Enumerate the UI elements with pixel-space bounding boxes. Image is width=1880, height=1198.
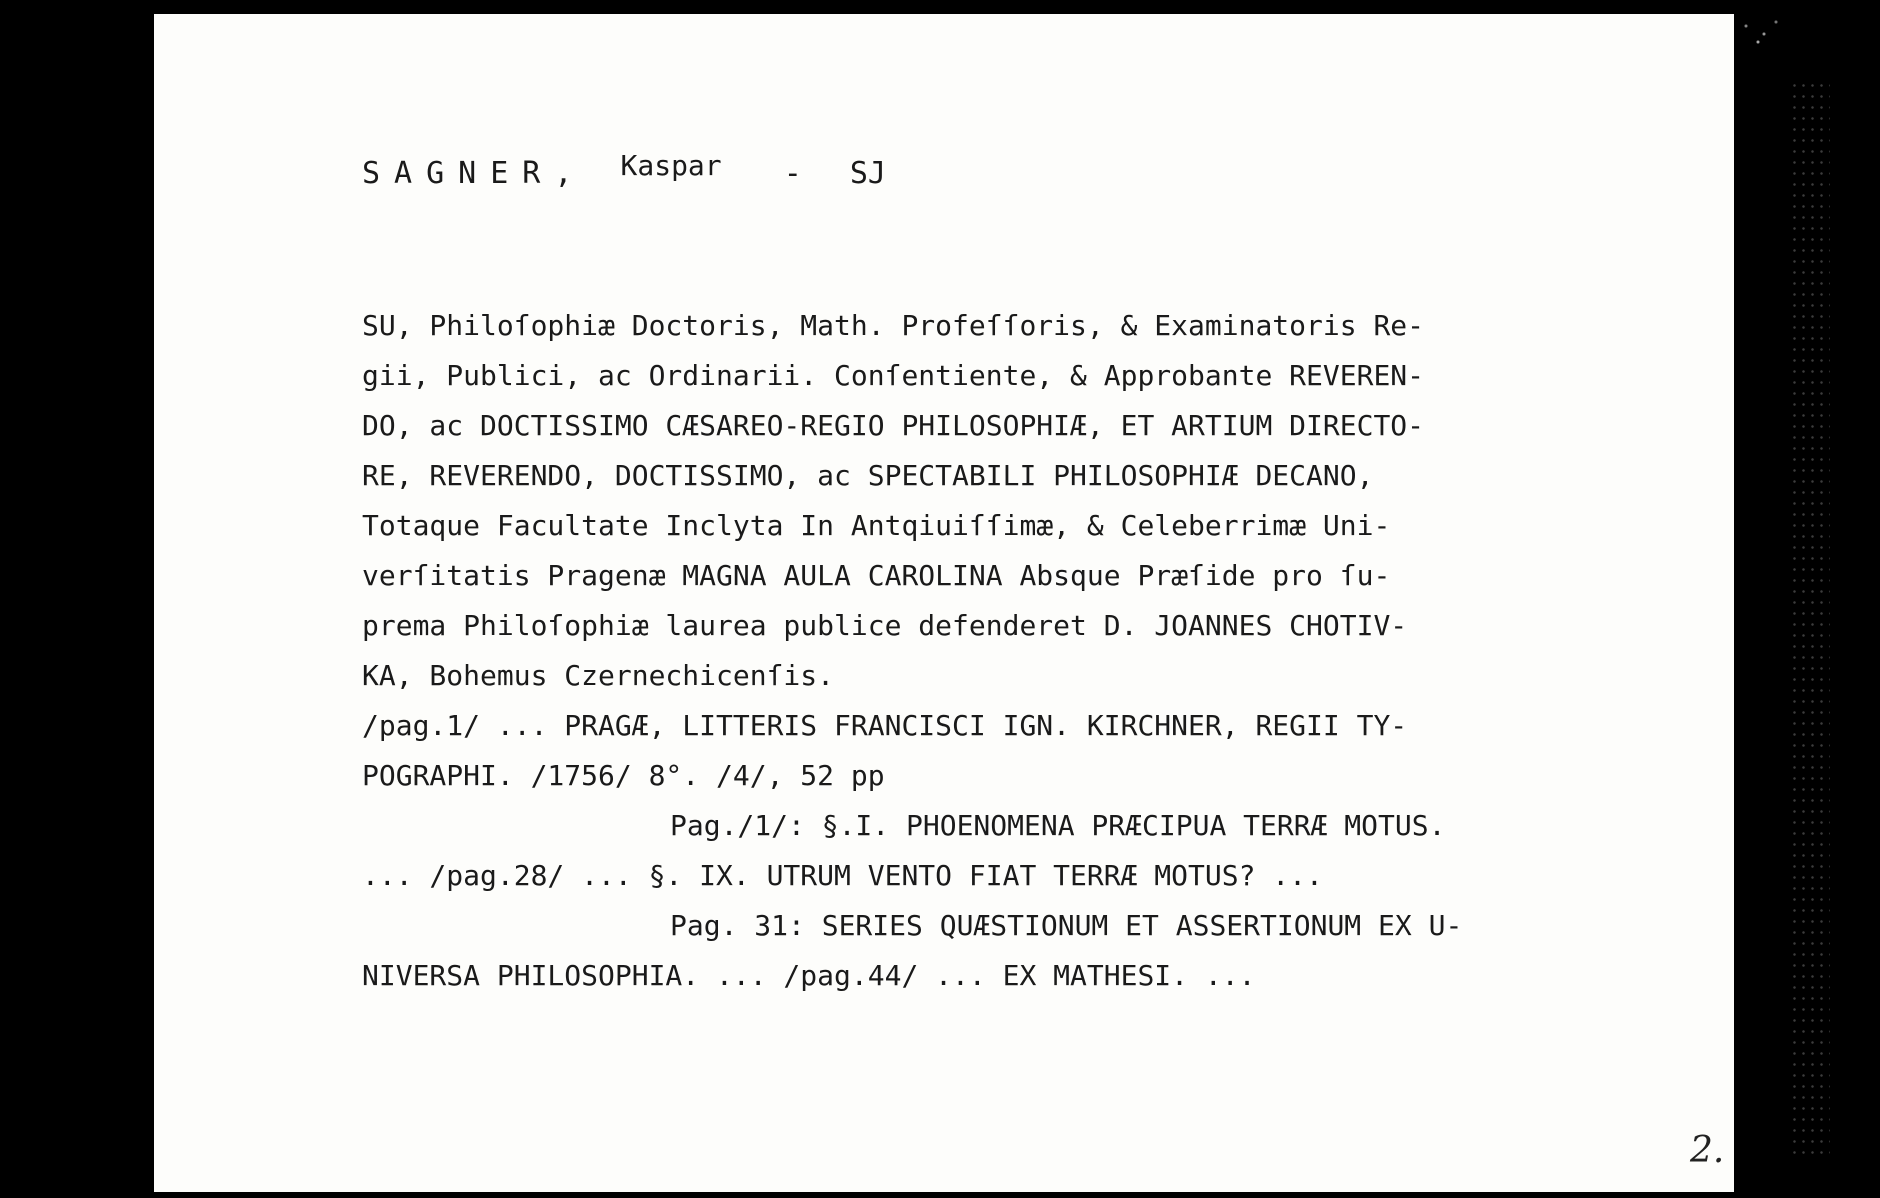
body-line: RE, REVERENDO, DOCTISSIMO, ac SPECTABILI PHILOSOPHIÆ DECANO, xyxy=(362,459,1374,492)
body-line-indented: Pag./1/: §.I. PHOENOMENA PRÆCIPUA TERRÆ MOTUS. xyxy=(670,809,1446,842)
body-line: verſitatis Pragenæ MAGNA AULA CAROLINA Absque Præſide pro ſu- xyxy=(362,559,1391,592)
card-heading xyxy=(362,149,886,191)
body-line-indented: Pag. 31: SERIES QUÆSTIONUM ET ASSERTIONUM EX U- xyxy=(670,909,1463,942)
body-line: /pag.1/ ... PRAGÆ, LITTERIS FRANCISCI IGN. KIRCHNER, REGII TY- xyxy=(362,709,1408,742)
body-line: Totaque Facultate Inclyta In Antqiuiſſimæ, & Celeberrimæ Uni- xyxy=(362,509,1391,542)
religious-order: SJ xyxy=(849,156,886,191)
body-line: SU, Philoſophiæ Doctoris, Math. Profeſſoris, & Examinatoris Re- xyxy=(362,309,1425,342)
body-line: KA, Bohemus Czernechicenſis. xyxy=(362,659,835,692)
scan-speckle xyxy=(1734,14,1794,54)
author-surname: SAGNER, xyxy=(362,156,587,191)
body-line: prema Philoſophiæ laurea publice defenderet D. JOANNES CHOTIV- xyxy=(362,609,1408,642)
author-given-name: Kaspar xyxy=(620,149,722,182)
body-line: ... /pag.28/ ... §. IX. UTRUM VENTO FIAT TERRÆ MOTUS? ... xyxy=(362,859,1323,892)
body-line: POGRAPHI. /1756/ 8°. /4/, 52 pp xyxy=(362,759,885,792)
scan-edge-noise xyxy=(1790,80,1830,1160)
handwritten-card-number: 2. xyxy=(1690,1130,1725,1171)
body-line: DO, ac DOCTISSIMO CÆSAREO-REGIO PHILOSOPHIÆ, ET ARTIUM DIRECTO- xyxy=(362,409,1425,442)
heading-dash: - xyxy=(783,156,802,191)
body-line: gii, Publici, ac Ordinarii. Conſentiente, & Approbante REVEREN- xyxy=(362,359,1425,392)
body-line: NIVERSA PHILOSOPHIA. ... /pag.44/ ... EX MATHESI. ... xyxy=(362,959,1256,992)
